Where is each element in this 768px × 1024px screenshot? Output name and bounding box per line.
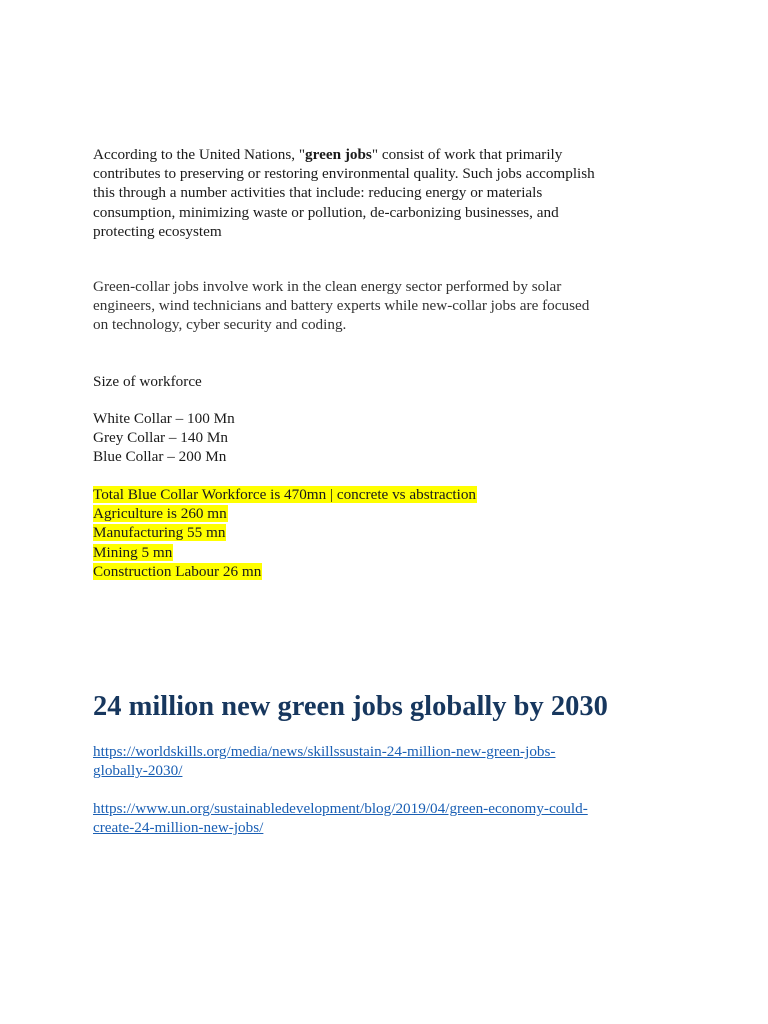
intro-text-before: According to the United Nations, "	[93, 146, 306, 163]
highlighted-block	[93, 485, 683, 581]
highlight-line	[93, 485, 683, 504]
link-line: https://www.un.org/sustainabledevelopment/blog/2019/04/green-economy-could-	[93, 800, 588, 817]
workforce-title: Size of workforce	[93, 373, 202, 390]
worldskills-link[interactable]	[93, 742, 693, 780]
highlight-line	[93, 504, 683, 523]
collar-paragraph	[93, 277, 683, 335]
un-link[interactable]	[93, 799, 693, 837]
intro-line-4: consumption, minimizing waste or pollution, de-carbonizing businesses, and	[93, 203, 559, 221]
construction-labour: Construction Labour 26 mn	[93, 562, 262, 580]
link-line: create-24-million-new-jobs/	[93, 819, 264, 837]
total-blue-collar: Total Blue Collar Workforce is 470mn | concrete vs abstraction	[93, 486, 477, 503]
workforce-blue-collar: Blue Collar – 200 Mn	[93, 448, 227, 466]
highlight-line	[93, 562, 683, 581]
intro-line-1	[93, 145, 683, 164]
section-heading: 24 million new green jobs globally by 2030	[93, 691, 608, 722]
intro-paragraph	[93, 145, 683, 241]
intro-line-3: this through a number activities that include: reducing energy or materials	[93, 184, 543, 202]
mining: Mining 5 mn	[93, 543, 173, 561]
collar-line-1: Green-collar jobs involve work in the clean energy sector performed by solar	[93, 278, 562, 295]
link-line: https://worldskills.org/media/news/skillssustain-24-million-new-green-jobs-	[93, 743, 556, 760]
collar-line-2: engineers, wind technicians and battery experts while new-collar jobs are focused	[93, 297, 590, 315]
workforce-white-collar: White Collar – 100 Mn	[93, 410, 235, 427]
manufacturing: Manufacturing 55 mn	[93, 524, 226, 542]
intro-line-2: contributes to preserving or restoring environmental quality. Such jobs accomplish	[93, 165, 595, 183]
link-line: globally-2030/	[93, 762, 183, 780]
workforce-list	[93, 409, 683, 467]
highlight-line	[93, 523, 683, 542]
collar-line-3: on technology, cyber security and coding.	[93, 316, 347, 334]
green-jobs-term: green jobs	[305, 146, 372, 163]
intro-text-after: " consist of work that primarily	[371, 146, 563, 163]
highlight-line	[93, 543, 683, 562]
agriculture: Agriculture is 260 mn	[93, 505, 227, 523]
workforce-grey-collar: Grey Collar – 140 Mn	[93, 429, 228, 447]
intro-line-5: protecting ecosystem	[93, 222, 222, 240]
